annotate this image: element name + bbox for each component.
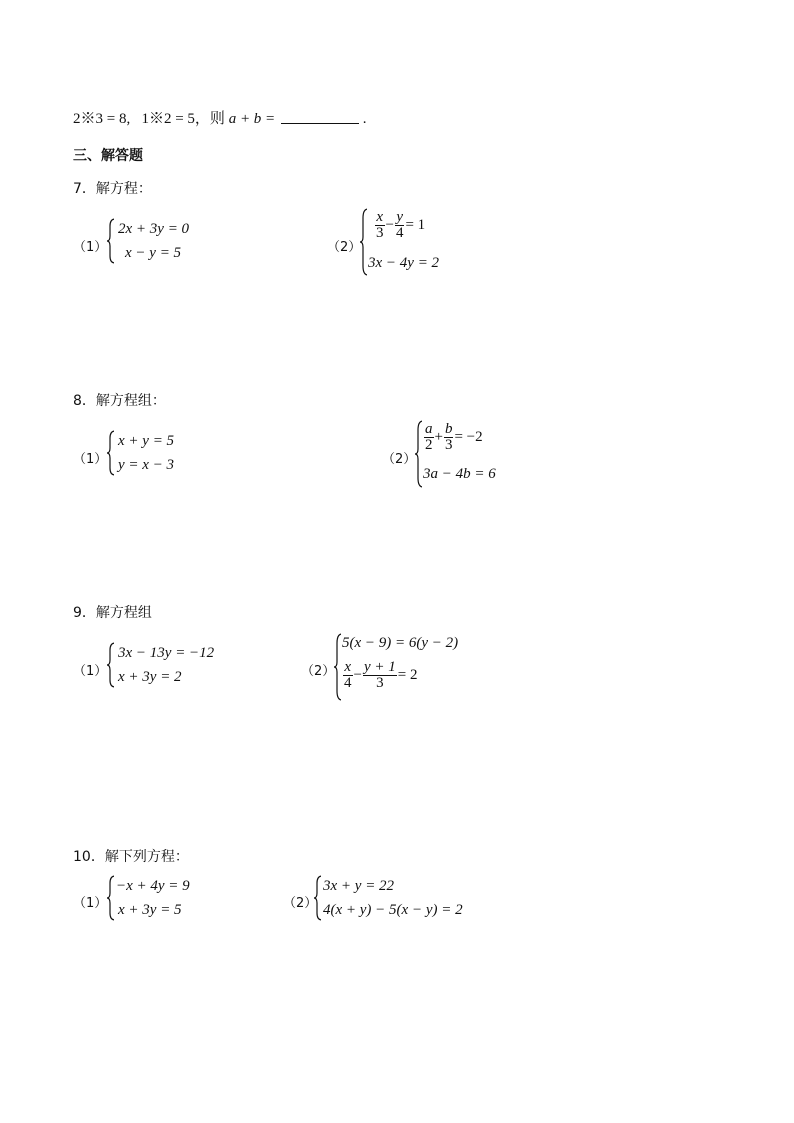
problem-7-sub2-label: （2） bbox=[327, 240, 362, 255]
top-line-part1: 2※3 = 8, bbox=[73, 111, 131, 127]
problem-7-sub2-eq2: 3x − 4y = 2 bbox=[368, 255, 440, 271]
rhs: = −2 bbox=[454, 428, 483, 445]
problem-10-sub1-eq2: x + 3y = 5 bbox=[118, 902, 182, 918]
frac-den: 3 bbox=[444, 437, 453, 453]
brace-icon bbox=[414, 420, 422, 488]
brace-icon bbox=[359, 208, 367, 276]
frac-num: y + 1 bbox=[363, 659, 396, 675]
frac-den: 3 bbox=[376, 225, 384, 241]
problem-9-sub2-eq2 bbox=[342, 660, 417, 691]
frac-den: 4 bbox=[344, 675, 352, 691]
problem-7-sub1-eq2: x − y = 5 bbox=[125, 245, 182, 261]
frac-num: x bbox=[344, 659, 352, 675]
problem-8-sub1-eq2: y = x − 3 bbox=[118, 457, 175, 473]
brace-icon bbox=[106, 875, 114, 921]
problem-8-sub1-eq1: x + y = 5 bbox=[118, 433, 175, 449]
rhs: = 1 bbox=[405, 216, 426, 233]
problem-10-sub1-eq1: −x + 4y = 9 bbox=[116, 878, 190, 894]
problem-10-sub2-eq2: 4(x + y) − 5(x − y) = 2 bbox=[323, 902, 463, 918]
frac-den: 2 bbox=[425, 437, 433, 453]
frac-den: 3 bbox=[376, 675, 384, 691]
problem-9-sub2-label: （2） bbox=[301, 664, 336, 679]
operator: − bbox=[353, 666, 362, 683]
rhs: = 2 bbox=[397, 666, 418, 683]
frac-num: x bbox=[376, 209, 384, 225]
frac-num: a bbox=[425, 421, 433, 437]
top-line-expr: a + b = bbox=[228, 111, 276, 127]
problem-8-sub2-eq1 bbox=[423, 422, 483, 453]
frac-num: y bbox=[396, 209, 404, 225]
operator: − bbox=[385, 216, 394, 233]
problem-8-sub2-label: （2） bbox=[382, 452, 417, 467]
problem-9-sub1-label: （1） bbox=[73, 664, 108, 679]
problem-7-sub1-eq1: 2x + 3y = 0 bbox=[118, 221, 190, 237]
answer-blank bbox=[281, 111, 359, 124]
operator: + bbox=[434, 428, 443, 445]
section-title: 三、解答题 bbox=[73, 148, 143, 164]
top-line bbox=[73, 107, 366, 128]
problem-7-sub2-eq1 bbox=[374, 210, 425, 241]
brace-icon bbox=[106, 642, 114, 688]
problem-10-sub1-label: （1） bbox=[73, 896, 108, 911]
problem-7-title: 7．解方程： bbox=[73, 181, 152, 197]
brace-icon bbox=[313, 875, 321, 921]
brace-icon bbox=[106, 218, 114, 264]
problem-9-sub1-eq2: x + 3y = 2 bbox=[118, 669, 182, 685]
brace-icon bbox=[333, 633, 341, 701]
problem-8-title: 8．解方程组： bbox=[73, 393, 166, 409]
problem-9-title: 9．解方程组 bbox=[73, 605, 152, 621]
problem-9-sub1-eq1: 3x − 13y = −12 bbox=[118, 645, 215, 661]
problem-10-title: 10．解下列方程： bbox=[73, 849, 189, 865]
problem-10-sub2-label: （2） bbox=[283, 896, 318, 911]
problem-10-sub2-eq1: 3x + y = 22 bbox=[323, 878, 395, 894]
problem-7-sub1-label: （1） bbox=[73, 240, 108, 255]
problem-8-sub2-eq2: 3a − 4b = 6 bbox=[423, 466, 496, 482]
top-line-end: . bbox=[362, 111, 367, 127]
problem-9-sub2-eq1: 5(x − 9) = 6(y − 2) bbox=[342, 635, 459, 651]
problem-8-sub1-label: （1） bbox=[73, 452, 108, 467]
frac-den: 4 bbox=[395, 225, 404, 241]
top-line-part2: 1※2 = 5，则 bbox=[141, 111, 225, 127]
frac-num: b bbox=[444, 421, 453, 437]
brace-icon bbox=[106, 430, 114, 476]
